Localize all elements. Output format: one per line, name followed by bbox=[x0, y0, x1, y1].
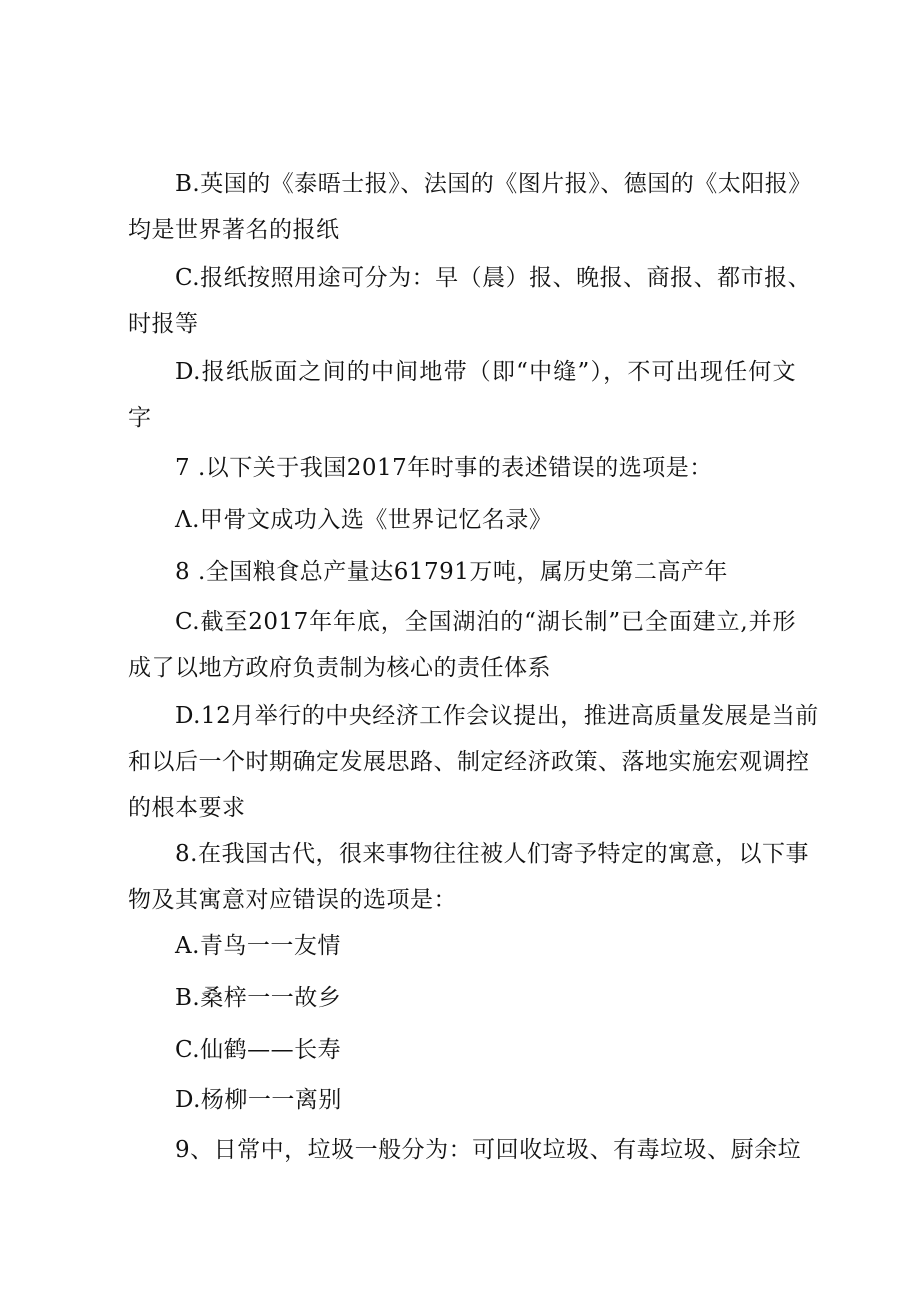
question-7-option-a bbox=[128, 497, 796, 543]
question-7-option-b bbox=[128, 549, 796, 595]
question-8-option-c bbox=[128, 1027, 796, 1073]
question-7-option-d bbox=[128, 693, 819, 831]
text-line: 成了以地方政府负责制为核心的责任体系 bbox=[128, 655, 551, 681]
question-9-stem bbox=[128, 1127, 802, 1173]
text-line: 9、日常中，垃圾一般分为：可回收垃圾、有毒垃圾、厨余垃 bbox=[175, 1137, 802, 1163]
question-7-stem bbox=[128, 445, 796, 491]
text-line: 8 .全国粮食总产量达61791万吨，属历史第二高产年 bbox=[175, 559, 728, 585]
text-line: 物及其寓意对应错误的选项是： bbox=[128, 887, 457, 913]
text-line: C.报纸按照用途可分为：早（晨）报、晚报、商报、都市报、 bbox=[175, 265, 812, 291]
text-line: 均是世界著名的报纸 bbox=[128, 217, 340, 243]
text-line: 时报等 bbox=[128, 311, 199, 337]
text-line: B.英国的《泰晤士报》、法国的《图片报》、德国的《太阳报》 bbox=[175, 171, 812, 197]
text-line: 的根本要求 bbox=[128, 795, 246, 821]
question-8-option-b bbox=[128, 975, 796, 1021]
text-line: 和以后一个时期确定发展思路、制定经济政策、落地实施宏观调控 bbox=[128, 749, 810, 775]
question-7-option-c bbox=[128, 599, 796, 691]
question-8-stem bbox=[128, 831, 809, 923]
question-8-option-a bbox=[128, 923, 796, 969]
text-line: B.桑梓一一故乡 bbox=[175, 985, 342, 1011]
text-line: 8.在我国古代，很来事物往往被人们寄予特定的寓意，以下事 bbox=[175, 841, 809, 867]
paragraph-option-c-newspaper-types bbox=[128, 255, 812, 347]
paragraph-option-d-middle-seam bbox=[128, 349, 796, 441]
text-line: 7 .以下关于我国2017年时事的表述错误的选项是： bbox=[175, 455, 713, 481]
text-line: D.杨柳一一离别 bbox=[175, 1087, 342, 1113]
text-line: D.12月举行的中央经济工作会议提出，推进高质量发展是当前 bbox=[175, 703, 819, 729]
text-line: A.青鸟一一友情 bbox=[175, 933, 341, 959]
text-line: D.报纸版面之间的中间地带（即“中缝”），不可出现任何文 bbox=[175, 359, 796, 385]
text-line: 字 bbox=[128, 405, 152, 431]
text-line: C.仙鹤——长寿 bbox=[175, 1037, 342, 1063]
question-8-option-d bbox=[128, 1077, 796, 1123]
paragraph-option-b-newspapers bbox=[128, 161, 812, 253]
text-line: Λ.甲骨文成功入选《世界记忆名录》 bbox=[175, 507, 553, 533]
text-line: C.截至2017年年底，全国湖泊的“湖长制”已全面建立,并形 bbox=[175, 609, 796, 635]
